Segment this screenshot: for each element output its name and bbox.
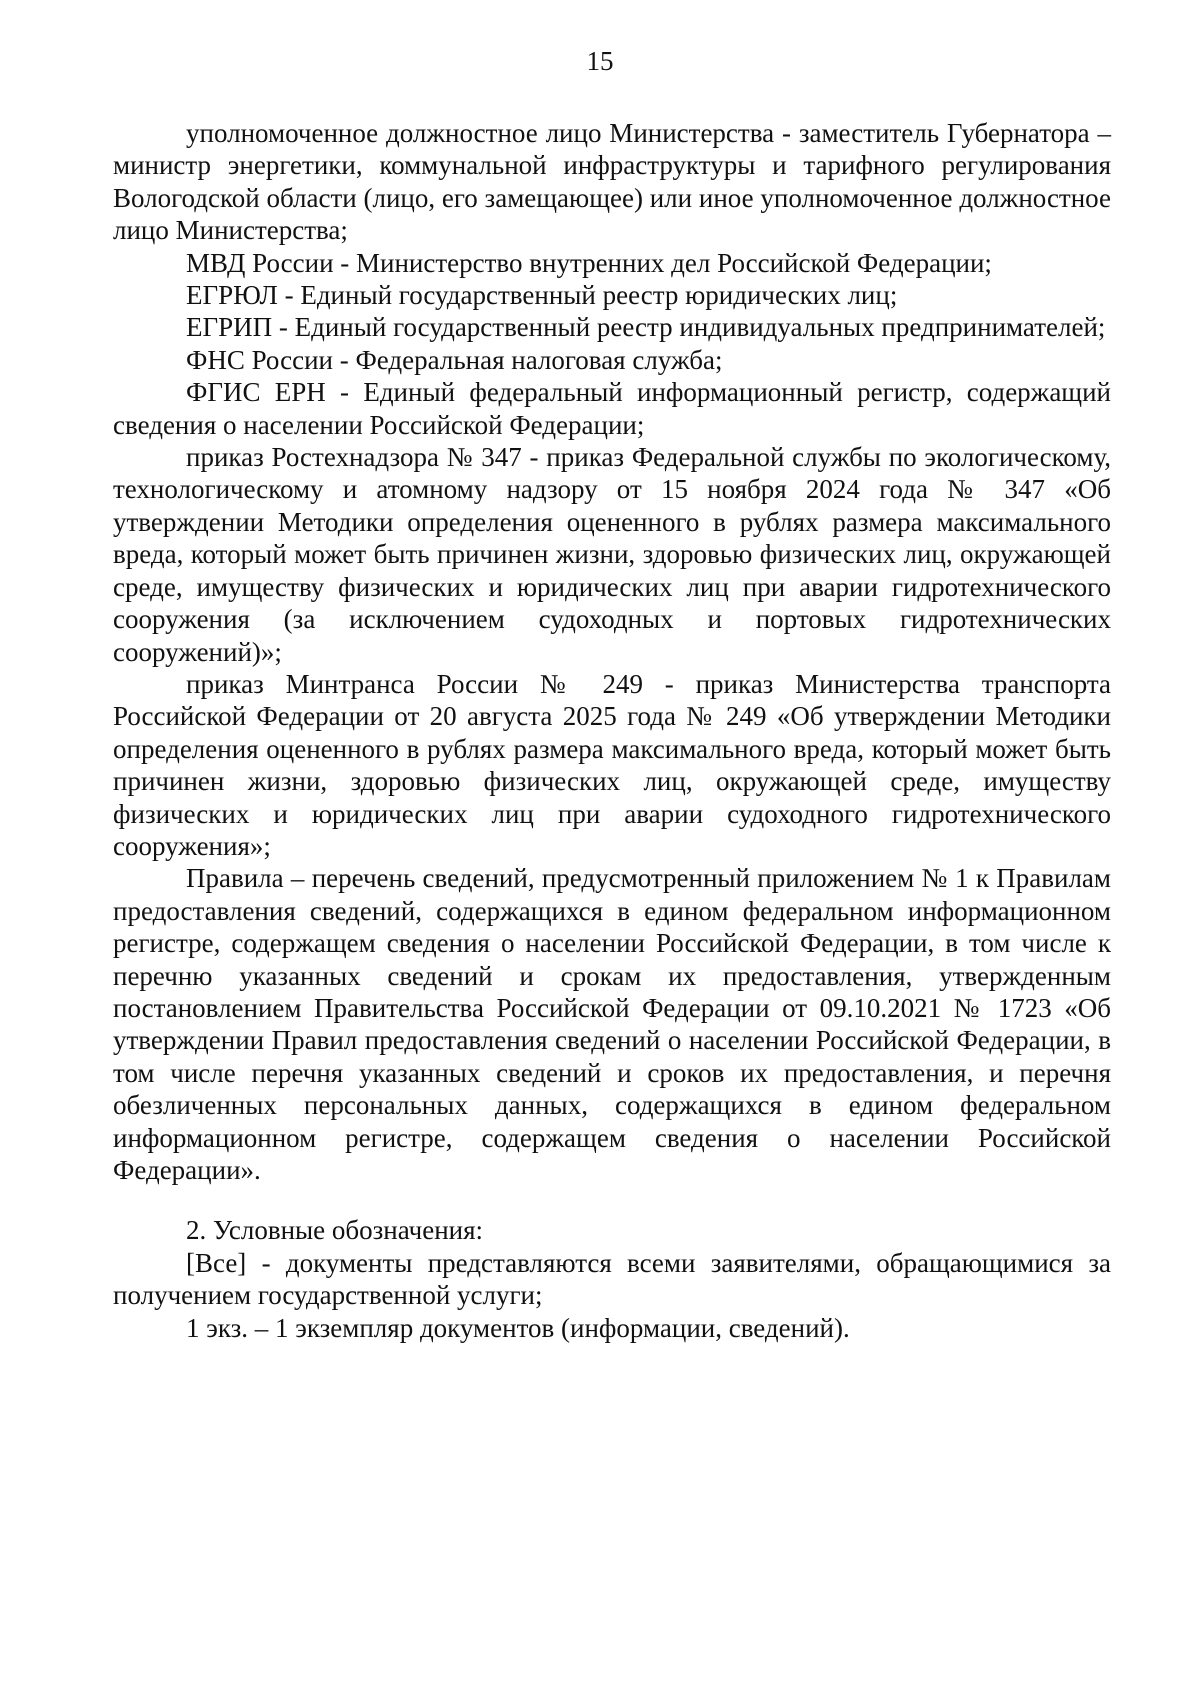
definition-paragraph: Правила – перечень сведений, предусмотренный приложением № 1 к Правилам предоставления сведений, содержащихся в едином федеральном информационном регистре, содержащем сведения о населении Российской Федерации, в том числе к перечню указанных сведений и срокам их предоставления, утвержденным постановлением Правительства Российской Федерации от 09.10.2021 № 1723 «Об утверждении Правил предоставления сведений о населении Российской Федерации, в том числе перечня указанных сведений и сроков их предоставления, и перечня обезличенных персональных данных, содержащихся в едином федеральном информационном регистре, содержащем сведения о населении Российской Федерации». (113, 863, 1111, 1185)
definition-paragraph: уполномоченное должностное лицо Министерства - заместитель Губернатора – министр энергетики, коммунальной инфраструктуры и тарифного регулирования Вологодской области (лицо, его замещающее) или иное уполномоченное должностное лицо Министерства; (113, 118, 1111, 246)
definition-paragraph: ЕГРИП - Единый государственный реестр индивидуальных предпринимателей; (186, 312, 1106, 343)
definition-paragraph: ФГИС ЕРН - Единый федеральный информационный регистр, содержащий сведения о населении Российской Федерации; (113, 377, 1111, 440)
legend-item: 1 экз. – 1 экземпляр документов (информации, сведений). (186, 1312, 850, 1343)
definition-paragraph: приказ Ростехнадзора № 347 - приказ Федеральной службы по экологическому, технологическому и атомному надзору от 15 ноября 2024 года № 347 «Об утверждении Методики определения оцененного в рублях размера максимального вреда, который может быть причинен жизни, здоровью физических лиц, окружающей среде, имуществу физических и юридических лиц при аварии гидротехнического сооружения (за исключением судоходных и портовых гидротехнических сооружений)»; (113, 442, 1111, 667)
section-heading: 2. Условные обозначения: (186, 1215, 484, 1246)
document-body (113, 117, 1111, 1344)
section-spacer (113, 1186, 1111, 1214)
definition-paragraph: ФНС России - Федеральная налоговая служба; (186, 344, 723, 375)
definition-paragraph: МВД России - Министерство внутренних дел Российской Федерации; (186, 247, 992, 278)
definition-paragraph: приказ Минтранса России № 249 - приказ Министерства транспорта Российской Федерации от 20 августа 2025 года № 249 «Об утверждении Методики определения оцененного в рублях размера максимального вреда, который может быть причинен жизни, здоровью физических лиц, окружающей среде, имуществу физических и юридических лиц при аварии судоходного гидротехнического сооружения»; (113, 668, 1111, 861)
legend-item: [Все] - документы представляются всеми заявителями, обращающимися за получением государственной услуги; (113, 1247, 1111, 1311)
page-number: 15 (586, 46, 614, 76)
definition-paragraph: ЕГРЮЛ - Единый государственный реестр юридических лиц; (186, 280, 898, 311)
